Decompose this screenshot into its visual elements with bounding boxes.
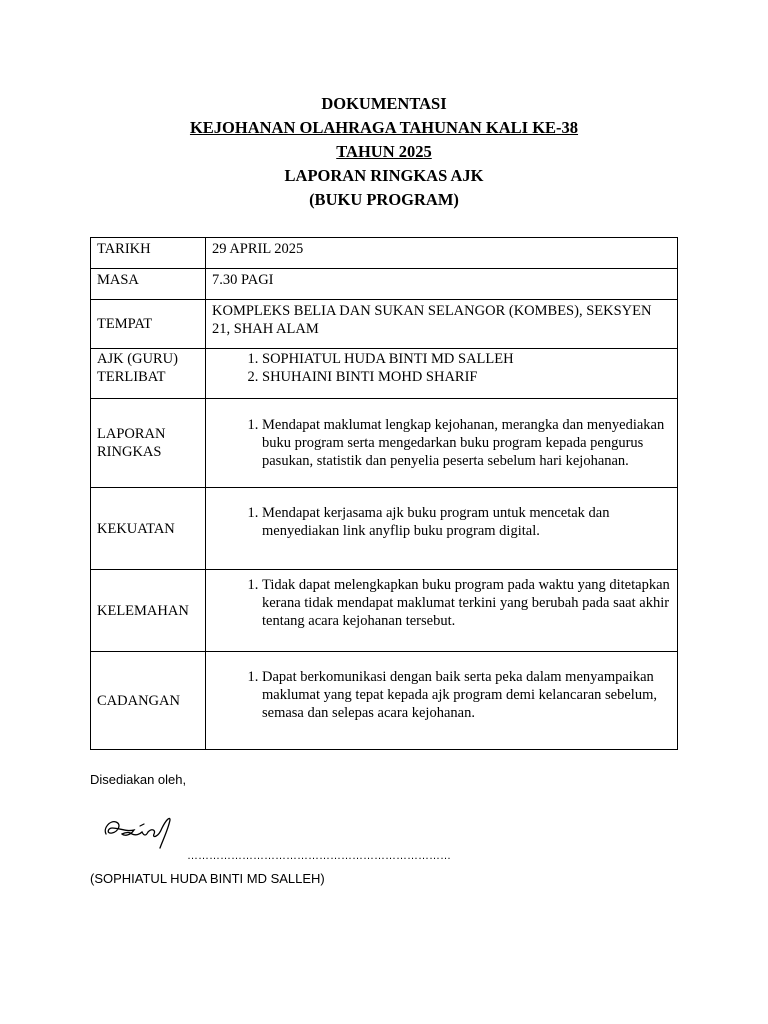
table-row-kekuatan bbox=[91, 488, 678, 570]
label-ajk-line1: AJK (GURU) bbox=[97, 351, 178, 367]
list-item: 2. SHUHAINI BINTI MOHD SHARIF bbox=[262, 368, 671, 386]
table-row-masa bbox=[91, 269, 678, 300]
label-tarikh: TARIKH bbox=[91, 238, 206, 269]
value-tempat: KOMPLEKS BELIA DAN SUKAN SELANGOR (KOMBES), SEKSYEN 21, SHAH ALAM bbox=[206, 300, 678, 349]
label-tempat: TEMPAT bbox=[91, 300, 206, 349]
label-ajk bbox=[91, 349, 206, 399]
table-row-cadangan bbox=[91, 652, 678, 750]
kelemahan-list bbox=[212, 576, 671, 630]
cadangan-list bbox=[212, 668, 671, 722]
label-laporan bbox=[91, 399, 206, 488]
label-laporan-line1: LAPORAN bbox=[97, 426, 166, 442]
report-table bbox=[90, 237, 678, 750]
value-ajk bbox=[206, 349, 678, 399]
signature-line: ……………………………………………………………… bbox=[187, 850, 451, 862]
list-item: 1. SOPHIATUL HUDA BINTI MD SALLEH bbox=[262, 350, 671, 368]
report-title: LAPORAN RINGKAS AJK bbox=[284, 166, 484, 185]
event-title: KEJOHANAN OLAHRAGA TAHUNAN KALI KE-38 bbox=[189, 118, 579, 137]
signer-name: (SOPHIATUL HUDA BINTI MD SALLEH) bbox=[90, 871, 325, 886]
table-row-tempat bbox=[91, 300, 678, 349]
laporan-list bbox=[212, 416, 671, 470]
value-masa: 7.30 PAGI bbox=[206, 269, 678, 300]
prepared-by-label: Disediakan oleh, bbox=[90, 772, 187, 787]
label-masa: MASA bbox=[91, 269, 206, 300]
document-header bbox=[0, 92, 768, 212]
report-subtitle: (BUKU PROGRAM) bbox=[309, 190, 459, 209]
label-kekuatan: KEKUATAN bbox=[91, 488, 206, 570]
kekuatan-list bbox=[212, 504, 671, 540]
table-row-tarikh bbox=[91, 238, 678, 269]
value-laporan bbox=[206, 399, 678, 488]
list-item: 1. Tidak dapat melengkapkan buku program pada waktu yang ditetapkan kerana tidak mendapat maklumat terkini yang berubah pada saat akhir tentang acara kejohanan tersebut. bbox=[262, 576, 671, 630]
list-item: 1. Mendapat maklumat lengkap kejohanan, merangka dan menyediakan buku program serta mengedarkan buku program kepada pengurus pasukan, statistik dan penyelia peserta sebelum hari kejohanan. bbox=[262, 416, 671, 470]
value-cadangan bbox=[206, 652, 678, 750]
table-row-kelemahan bbox=[91, 570, 678, 652]
label-ajk-line2: TERLIBAT bbox=[97, 369, 166, 385]
table-row-ajk bbox=[91, 349, 678, 399]
signature-image bbox=[100, 806, 182, 850]
event-year: TAHUN 2025 bbox=[336, 142, 432, 161]
label-laporan-line2: RINGKAS bbox=[97, 444, 162, 460]
label-kelemahan: KELEMAHAN bbox=[91, 570, 206, 652]
ajk-list bbox=[212, 350, 671, 386]
value-kelemahan bbox=[206, 570, 678, 652]
value-tarikh: 29 APRIL 2025 bbox=[206, 238, 678, 269]
value-kekuatan bbox=[206, 488, 678, 570]
doc-title: DOKUMENTASI bbox=[321, 94, 447, 113]
list-item: 1. Mendapat kerjasama ajk buku program untuk mencetak dan menyediakan link anyflip buku program digital. bbox=[262, 504, 671, 540]
list-item: 1. Dapat berkomunikasi dengan baik serta peka dalam menyampaikan maklumat yang tepat kepada ajk program demi kelancaran sebelum, semasa dan selepas acara kejohanan. bbox=[262, 668, 671, 722]
label-cadangan: CADANGAN bbox=[91, 652, 206, 750]
table-row-laporan bbox=[91, 399, 678, 488]
